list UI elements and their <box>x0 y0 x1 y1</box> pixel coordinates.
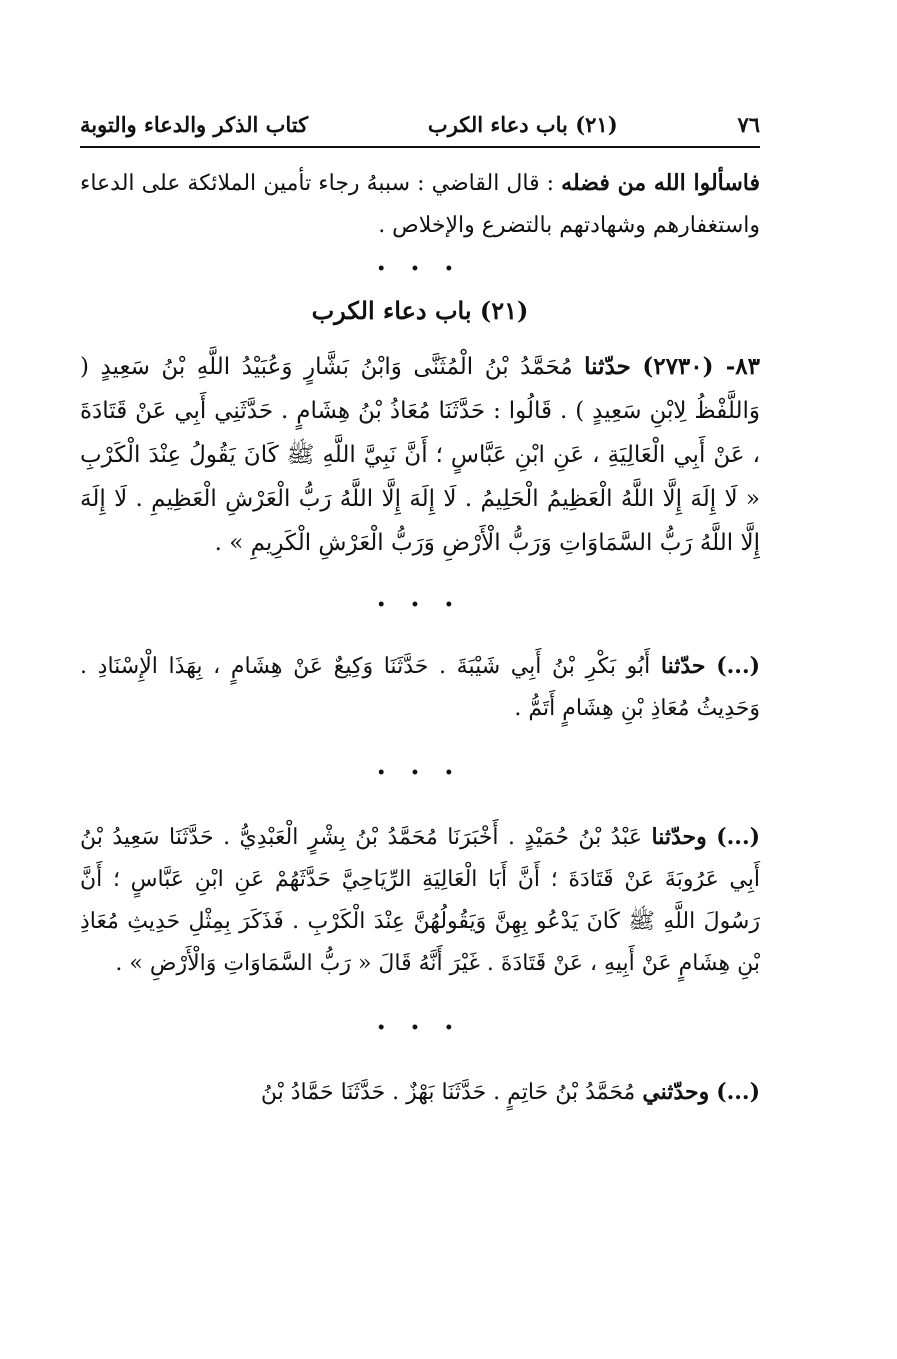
separator-4: • • • <box>376 1020 464 1036</box>
narration-3-lead: وحدّثني <box>642 1079 710 1105</box>
narration-2-text: عَبْدُ بْنُ حُمَيْدٍ . أَخْبَرَنَا مُحَمَّدُ بْنُ بِشْرٍ الْعَبْدِيُّ . حَدَّثَنَا سَعِيدُ بْنُ أَبِي عَرُوبَةَ عَنْ قَتَادَةَ ؛ أَنَّ أَبَا الْعَالِيَةِ الرِّيَاحِيَّ حَدَّثَهُمْ عَنِ ابْنِ عَبَّاسٍ ؛ أَنَّ رَسُولَ اللَّهِ ﷺ كَانَ يَدْعُو بِهِنَّ وَيَقُولُهُنَّ عِنْدَ الْكَرْبِ . فَذَكَرَ بِمِثْلِ حَدِيثِ مُعَاذِ بْنِ هِشَامٍ عَنْ أَبِيهِ ، عَنْ قَتَادَةَ . غَيْرَ أَنَّهُ قَالَ « رَبُّ السَّمَاوَاتِ وَالْأَرْضِ » . <box>80 825 760 976</box>
narration-1-lead: حدّثنا <box>660 653 706 679</box>
narration-2-lead: وحدّثنا <box>651 824 707 850</box>
separator-2: • • • <box>376 597 464 613</box>
narration-3 <box>80 1071 760 1114</box>
intro-lead: فاسألوا الله من فضله <box>561 170 761 196</box>
narration-1 <box>80 645 760 730</box>
intro-paragraph <box>80 162 760 247</box>
narration-2-marker: (...) <box>716 824 761 850</box>
separator-3: • • • <box>376 765 464 781</box>
intro-text: : قال القاضي : سببهُ رجاء تأمين الملائكة على الدعاء واستغفارهم وشهادتهم بالتضرع والإخلاص . <box>80 171 760 238</box>
narration-3-text: مُحَمَّدُ بْنُ حَاتِمٍ . حَدَّثَنَا بَهْزٌ . حَدَّثَنَا حَمَّادُ بْنُ <box>260 1080 636 1105</box>
page-number: ٧٦ <box>737 112 760 137</box>
narration-1-marker: (...) <box>716 653 761 679</box>
hadith-number: ٨٣- (٢٧٣٠) <box>642 353 760 380</box>
book-page <box>80 110 760 1114</box>
hadith-main-lead: حدّثنا <box>584 353 631 380</box>
hadith-main-text: مُحَمَّدُ بْنُ الْمُثَنَّى وَابْنُ بَشَّارٍ وَعُبَيْدُ اللَّهِ بْنُ سَعِيدٍ ( وَاللَّفْظُ لِابْنِ سَعِيدٍ ) . قَالُوا : حَدَّثَنَا مُعَاذُ بْنُ هِشَامٍ . حَدَّثَنِي أَبِي عَنْ قَتَادَةَ ، عَنْ أَبِي الْعَالِيَةِ ، عَنِ ابْنِ عَبَّاسٍ ؛ أَنَّ نَبِيَّ اللَّهِ ﷺ كَانَ يَقُولُ عِنْدَ الْكَرْبِ « لَا إِلَهَ إِلَّا اللَّهُ الْعَظِيمُ الْحَلِيمُ . لَا إِلَهَ إِلَّا اللَّهُ رَبُّ الْعَرْشِ الْعَظِيمِ . لَا إِلَهَ إِلَّا اللَّهُ رَبُّ السَّمَاوَاتِ وَرَبُّ الْأَرْضِ وَرَبُّ الْعَرْشِ الْكَرِيمِ » . <box>80 354 760 556</box>
narration-3-marker: (...) <box>716 1079 760 1105</box>
hadith-main <box>80 345 760 565</box>
narration-2 <box>80 816 760 985</box>
chapter-title: (٢١) باب دعاء الكرب <box>311 296 529 325</box>
separator-1: • • • <box>376 261 464 277</box>
running-head-book: كتاب الذكر والدعاء والتوبة <box>80 112 309 137</box>
running-head <box>80 110 760 148</box>
running-head-chapter: (٢١) باب دعاء الكرب <box>427 112 618 137</box>
narration-1-text: أَبُو بَكْرِ بْنُ أَبِي شَيْبَةَ . حَدَّثَنَا وَكِيعٌ عَنْ هِشَامٍ ، بِهَذَا الْإِسْنَادِ . وَحَدِيثُ مُعَاذِ بْنِ هِشَامٍ أَتَمُّ . <box>80 654 760 721</box>
